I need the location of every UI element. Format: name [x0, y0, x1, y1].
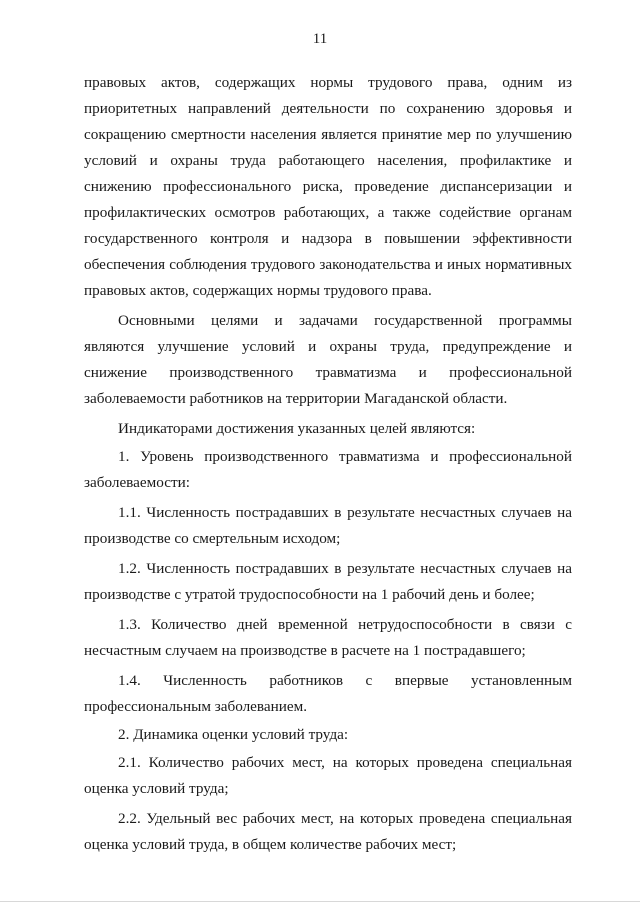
- list-item-2-1: 2.1. Количество рабочих мест, на которых проведена специальная оценка условий труда;: [84, 754, 572, 797]
- list-item-2: 2. Динамика оценки условий труда:: [118, 726, 349, 743]
- list-item-1-2: 1.2. Численность пострадавших в результате несчастных случаев на производстве с утратой трудоспособности на 1 рабочий день и более;: [84, 560, 572, 603]
- list-item-2-2: 2.2. Удельный вес рабочих мест, на которых проведена специальная оценка условий труда, в общем количестве рабочих мест;: [84, 810, 572, 853]
- list-item-1: 1. Уровень производственного травматизма и профессиональной заболеваемости:: [84, 448, 572, 491]
- paragraph-program-goals: Основными целями и задачами государственной программы являются улучшение условий и охраны труда, предупреждение и снижение производственного травматизма и профессиональной заболеваемости работников на территории Магаданской области.: [84, 312, 572, 407]
- paragraph-indicators-intro: Индикаторами достижения указанных целей являются:: [118, 420, 476, 437]
- list-item-1-4: 1.4. Численность работников с впервые установленным профессиональным заболеванием.: [84, 672, 572, 715]
- document-body: [84, 70, 572, 858]
- page-number: 11: [312, 31, 328, 47]
- list-item-1-3: 1.3. Количество дней временной нетрудоспособности в связи с несчастным случаем на производстве в расчете на 1 пострадавшего;: [84, 616, 572, 659]
- list-item-1-1: 1.1. Численность пострадавших в результате несчастных случаев на производстве со смертельным исходом;: [84, 504, 572, 547]
- page-bottom-edge: [0, 901, 640, 902]
- paragraph-continuation: правовых актов, содержащих нормы трудового права, одним из приоритетных направлений деятельности по сохранению здоровья и сокращению смертности населения является принятие мер по улучшению условий и охраны труда работающего населения, профилактике и снижению профессионального риска, проведение диспансеризации и профилактических осмотров работающих, а также содействие органам государственного контроля и надзора в повышении эффективности обеспечения соблюдения трудового законодательства и иных нормативных правовых актов, содержащих нормы трудового права.: [84, 74, 572, 299]
